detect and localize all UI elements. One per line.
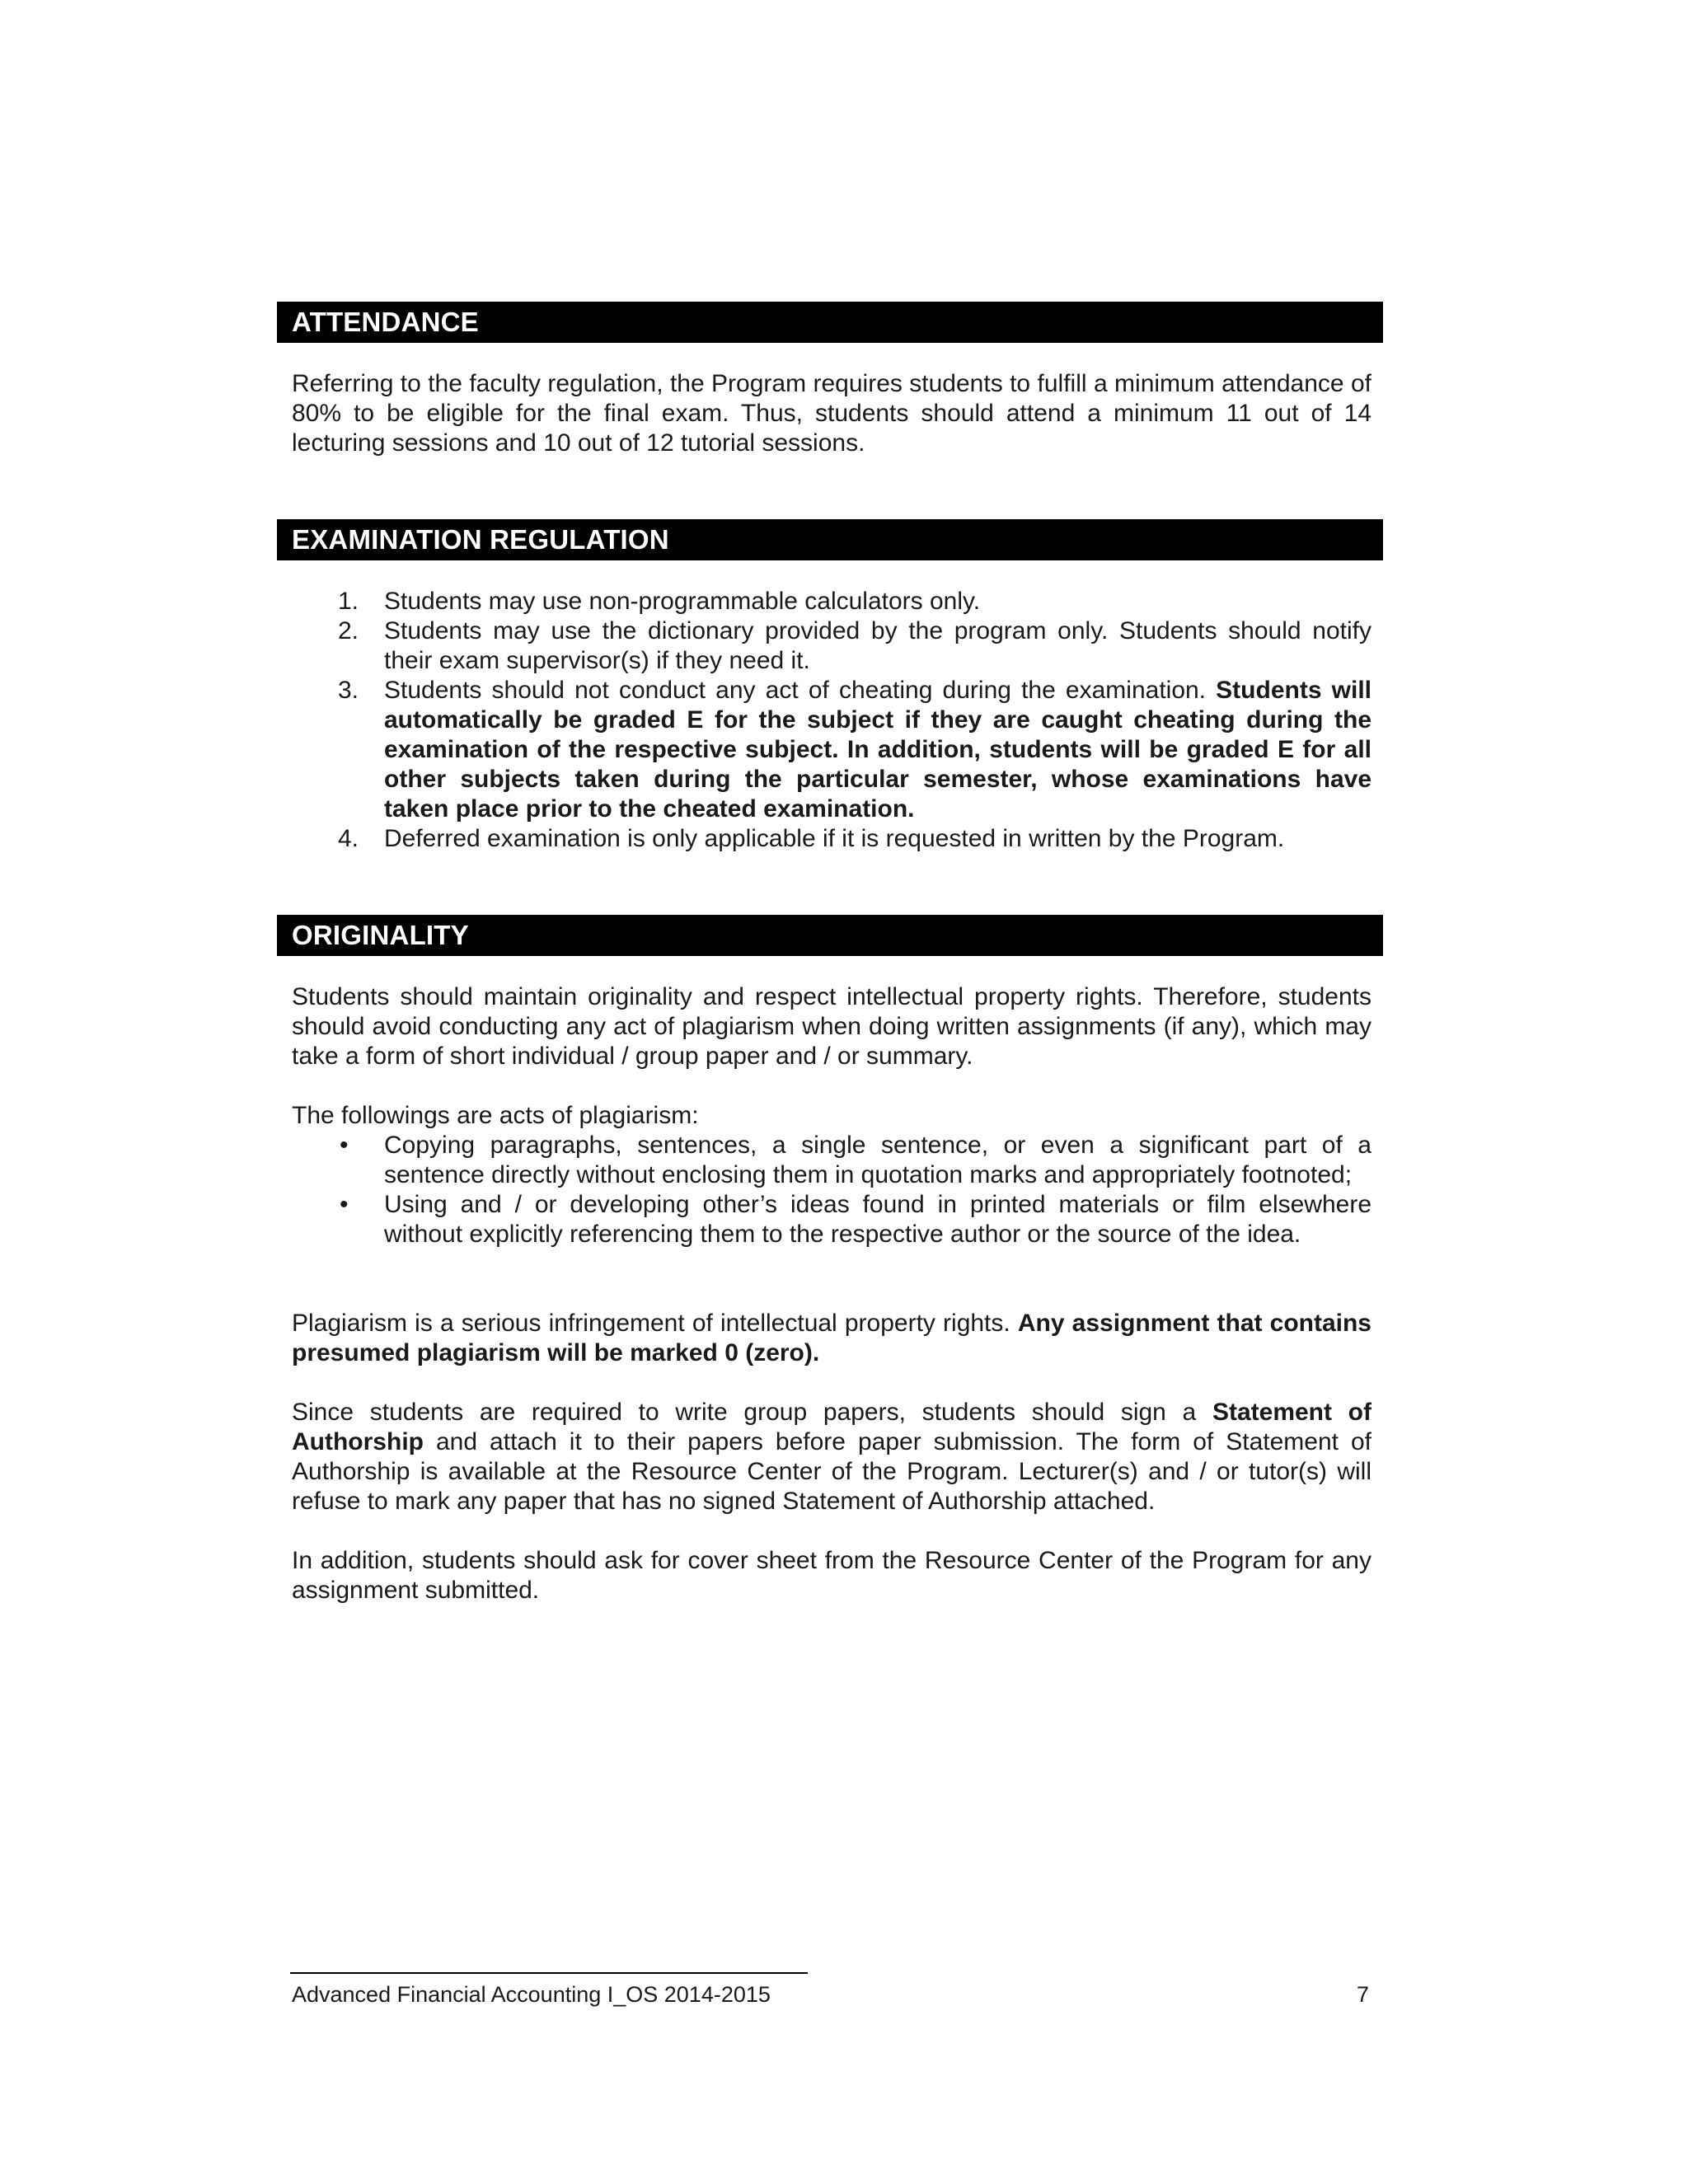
plagiarism-list-lead <box>292 1101 1372 1131</box>
list-item-text: Students should not conduct any act of cheating during the examination. <box>384 677 1207 704</box>
list-item <box>292 1190 1372 1249</box>
list-item <box>292 616 1372 676</box>
plagiarism-note-bold: Any assignment that contains presumed plagiarism will be marked 0 (zero). <box>292 1310 1372 1366</box>
authorship-paragraph <box>292 1398 1372 1516</box>
list-item-text: Deferred examination is only applicable if it is requested in written by the Program. <box>384 825 1285 852</box>
authorship-post-text: and attach it to their papers before paper submission. The form of Statement of Authorship is available at the Resource Center of the Program. Lecturer(s) and / or tutor(s) will refuse to mark any paper that has no signed Statement of Authorship attached. <box>292 1428 1372 1515</box>
examination-heading: EXAMINATION REGULATION <box>277 519 1383 560</box>
footer-divider <box>290 1972 808 1974</box>
authorship-bold-text: Statement of Authorship <box>292 1399 1372 1455</box>
cover-sheet-paragraph <box>292 1546 1372 1605</box>
examination-rules-list <box>292 587 1372 854</box>
list-item <box>292 1131 1372 1190</box>
list-item <box>292 676 1372 824</box>
bullet-marker: • <box>340 1132 349 1159</box>
list-item-bold-text: Students will automatically be graded E for the subject if they are caught cheating during the examination of the respective subject. In addition, students will be graded E for all other subjects taken during the particular semester, whose examinations have taken place prior to the cheated examination. <box>384 677 1372 823</box>
list-item-text: Students may use the dictionary provided by the program only. Students should notify their exam supervisor(s) if they need it. <box>384 617 1372 674</box>
footer-document-title: Advanced Financial Accounting I_OS 2014-2015 <box>292 1982 771 2007</box>
list-marker: 1. <box>338 588 359 615</box>
cover-sheet-text: In addition, students should ask for cover sheet from the Resource Center of the Program for any assignment submitted. <box>292 1547 1372 1604</box>
originality-heading: ORIGINALITY <box>277 915 1383 956</box>
list-item-text: Using and / or developing other’s ideas found in printed materials or film elsewhere without explicitly referencing them to the respective author or the source of the idea. <box>384 1191 1372 1248</box>
footer-page-number: 7 <box>1357 1982 1370 2007</box>
plagiarism-note <box>292 1309 1372 1368</box>
list-marker: 4. <box>338 825 359 852</box>
plagiarism-note-text: Plagiarism is a serious infringement of intellectual property rights. <box>292 1310 1010 1337</box>
attendance-text: Referring to the faculty regulation, the Program requires students to fulfill a minimum attendance of 80% to be eligible for the final exam. Thus, students should attend a minimum 11 out of 14 lecturing sessions and 10 out of 12 tutorial sessions. <box>292 370 1372 457</box>
bullet-marker: • <box>340 1191 349 1218</box>
list-marker: 2. <box>338 617 359 644</box>
authorship-pre-text: Since students are required to write group papers, students should sign a <box>292 1399 1197 1426</box>
list-item-text: Copying paragraphs, sentences, a single sentence, or even a significant part of a sentence directly without enclosing them in quotation marks and appropriately footnoted; <box>384 1132 1372 1188</box>
attendance-paragraph <box>292 369 1372 458</box>
list-marker: 3. <box>338 677 359 704</box>
list-item <box>292 824 1372 854</box>
originality-intro <box>292 982 1372 1071</box>
plagiarism-list-lead-text: The followings are acts of plagiarism: <box>292 1102 699 1129</box>
list-item-text: Students may use non-programmable calculators only. <box>384 588 981 615</box>
originality-intro-text: Students should maintain originality and respect intellectual property rights. Therefore, students should avoid conducting any act of plagiarism when doing written assignments (if any), which may take a form of short individual / group paper and / or summary. <box>292 983 1372 1070</box>
list-item <box>292 587 1372 616</box>
attendance-heading: ATTENDANCE <box>277 302 1383 343</box>
plagiarism-acts-list <box>292 1131 1372 1249</box>
